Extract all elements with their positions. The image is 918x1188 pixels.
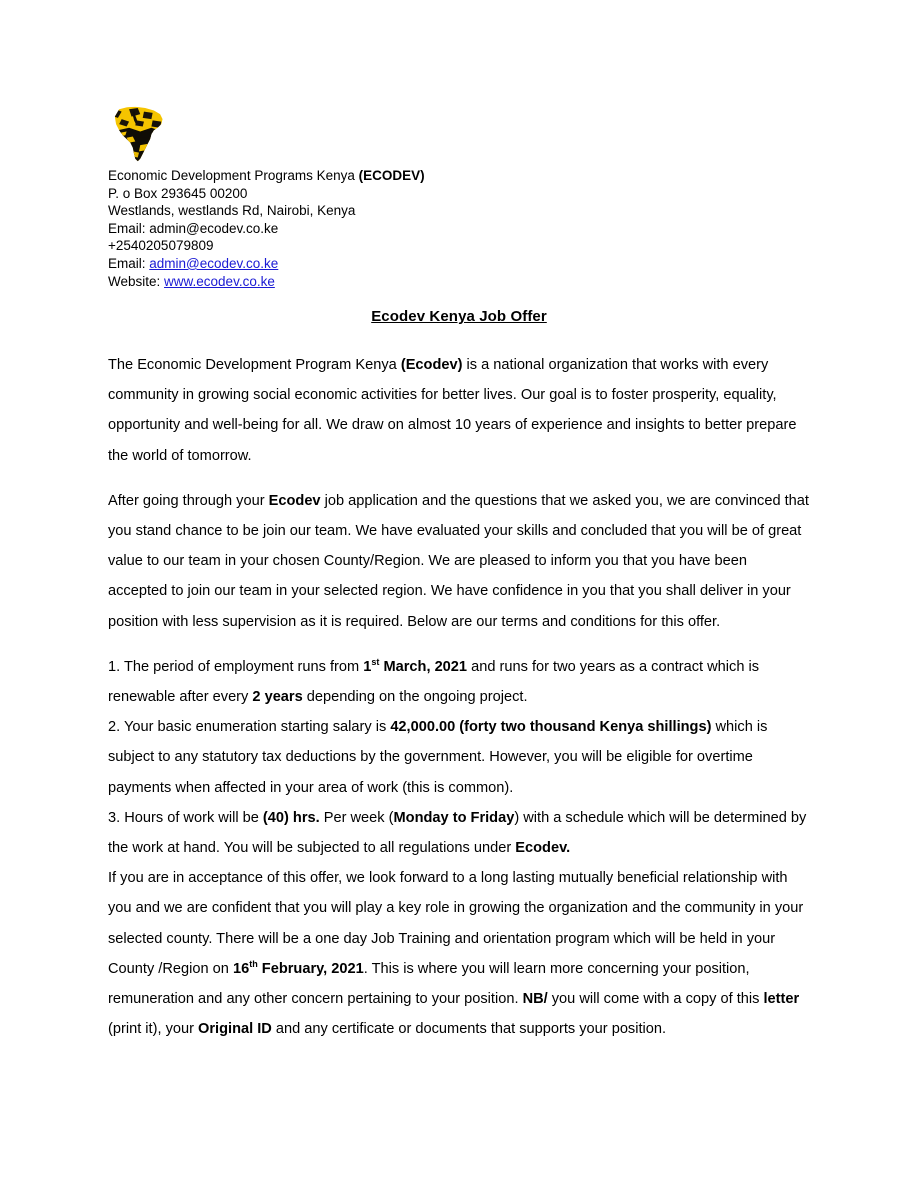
acceptance-text-b: . This is where you will learn more concerning your position, remuneration and any other concern pertaining to your position. — [108, 960, 750, 1008]
term3-hours: (40) hrs. — [262, 809, 320, 826]
document-body — [108, 350, 810, 1044]
term-item-1 — [108, 652, 810, 712]
website-link[interactable]: www.ecodev.co.ke — [164, 273, 275, 289]
email-link-line — [108, 255, 808, 273]
email-plain-value: admin@ecodev.co.ke — [149, 220, 279, 236]
email-plain-line — [108, 220, 808, 238]
training-date-ordinal: th — [249, 959, 258, 969]
page-title: Ecodev Kenya Job Offer — [371, 308, 547, 325]
org-name-line — [108, 167, 808, 185]
term1-date-number: 1 — [363, 658, 372, 675]
paragraph-acceptance — [108, 863, 810, 1044]
acceptance-text-c: you will come with a copy of this — [547, 991, 764, 1008]
term3-text-a: 3. Hours of work will be — [108, 809, 263, 826]
term2-salary: 42,000.00 (forty two thousand Kenya shillings) — [390, 719, 712, 736]
intro-text-a: The Economic Development Program Kenya — [108, 357, 401, 373]
term3-text-b: Per week ( — [319, 809, 394, 826]
email-link[interactable]: admin@ecodev.co.ke — [149, 255, 279, 271]
training-date — [233, 961, 364, 977]
po-box-line: P. o Box 293645 00200 — [108, 185, 248, 201]
address-line: Westlands, westlands Rd, Nairobi, Kenya — [108, 203, 356, 219]
term3-brand: Ecodev. — [515, 840, 571, 857]
intro-brand: (Ecodev) — [400, 357, 463, 373]
term1-date-ordinal: st — [371, 656, 380, 667]
application-text-b: job application and the questions that we asked you, we are convinced that you stand chance to be join our team. We have evaluated your skills and concluded that you will be of great value to our team in your chosen County/Region. We are pleased to inform you that you have been accepted to join our team in your selected region. We have confidence in you that you shall deliver in your position with less supervision as it is required. Below are our terms and conditions for this offer. — [108, 492, 809, 630]
term1-text-c: depending on the ongoing project. — [302, 689, 528, 706]
term3-text-c: ) with a schedule which will be determined by the work at hand. You will be subjected to all regulations under — [108, 809, 807, 857]
letter-emphasis: letter — [763, 991, 800, 1008]
original-id-emphasis: Original ID — [198, 1021, 272, 1038]
term1-renewal-period: 2 years — [252, 689, 303, 706]
nb-marker: NB/ — [522, 991, 548, 1008]
acceptance-text-e: and any certificate or documents that supports your position. — [271, 1021, 667, 1038]
term2-text-b: which is subject to any statutory tax deductions by the government. However, you will be eligible for overtime payments when affected in your area of work (this is common). — [108, 719, 768, 796]
application-text-a: After going through your — [108, 492, 269, 509]
term1-date-month: March, 2021 — [379, 658, 468, 675]
org-name: Economic Development Programs Kenya — [108, 168, 359, 183]
africa-map-logo-icon — [108, 103, 170, 165]
training-date-number: 16 — [232, 960, 250, 977]
term1-date — [363, 656, 468, 675]
acceptance-text-a: If you are in acceptance of this offer, we look forward to a long lasting mutually beneficial relationship with you and we are confident that you will play a key role in growing the organization and the community in your selected county. There will be a one day Job Training and orientation program which will be held in your County /Region on — [108, 870, 804, 977]
phone-line: +2540205079809 — [108, 238, 214, 254]
org-abbreviation: (ECODEV) — [358, 168, 425, 183]
website-line — [108, 273, 808, 291]
term-item-3 — [108, 803, 810, 863]
term1-text-a: 1. The period of employment runs from — [108, 658, 364, 675]
acceptance-text-d: (print it), your — [108, 1021, 199, 1038]
term1-text-b: and runs for two years as a contract which is renewable after every — [108, 658, 760, 706]
intro-text-b: is a national organization that works with every community in growing social economic activities for better lives. Our goal is to foster prosperity, equality, opportunity and well-being for all. We draw on almost 10 years of experience and insights to better prepare the world of tomorrow. — [108, 357, 797, 464]
email-plain-label: Email: — [108, 220, 150, 236]
application-brand: Ecodev — [268, 492, 321, 509]
website-label: Website: — [108, 273, 165, 289]
letterhead — [108, 103, 808, 290]
training-date-month: February, 2021 — [257, 960, 364, 977]
term2-text-a: 2. Your basic enumeration starting salary is — [108, 719, 391, 736]
email-link-label: Email: — [108, 255, 150, 271]
paragraph-application — [108, 486, 810, 637]
term-item-2 — [108, 712, 810, 803]
paragraph-intro — [108, 350, 810, 471]
term3-days: Monday to Friday — [393, 809, 515, 826]
